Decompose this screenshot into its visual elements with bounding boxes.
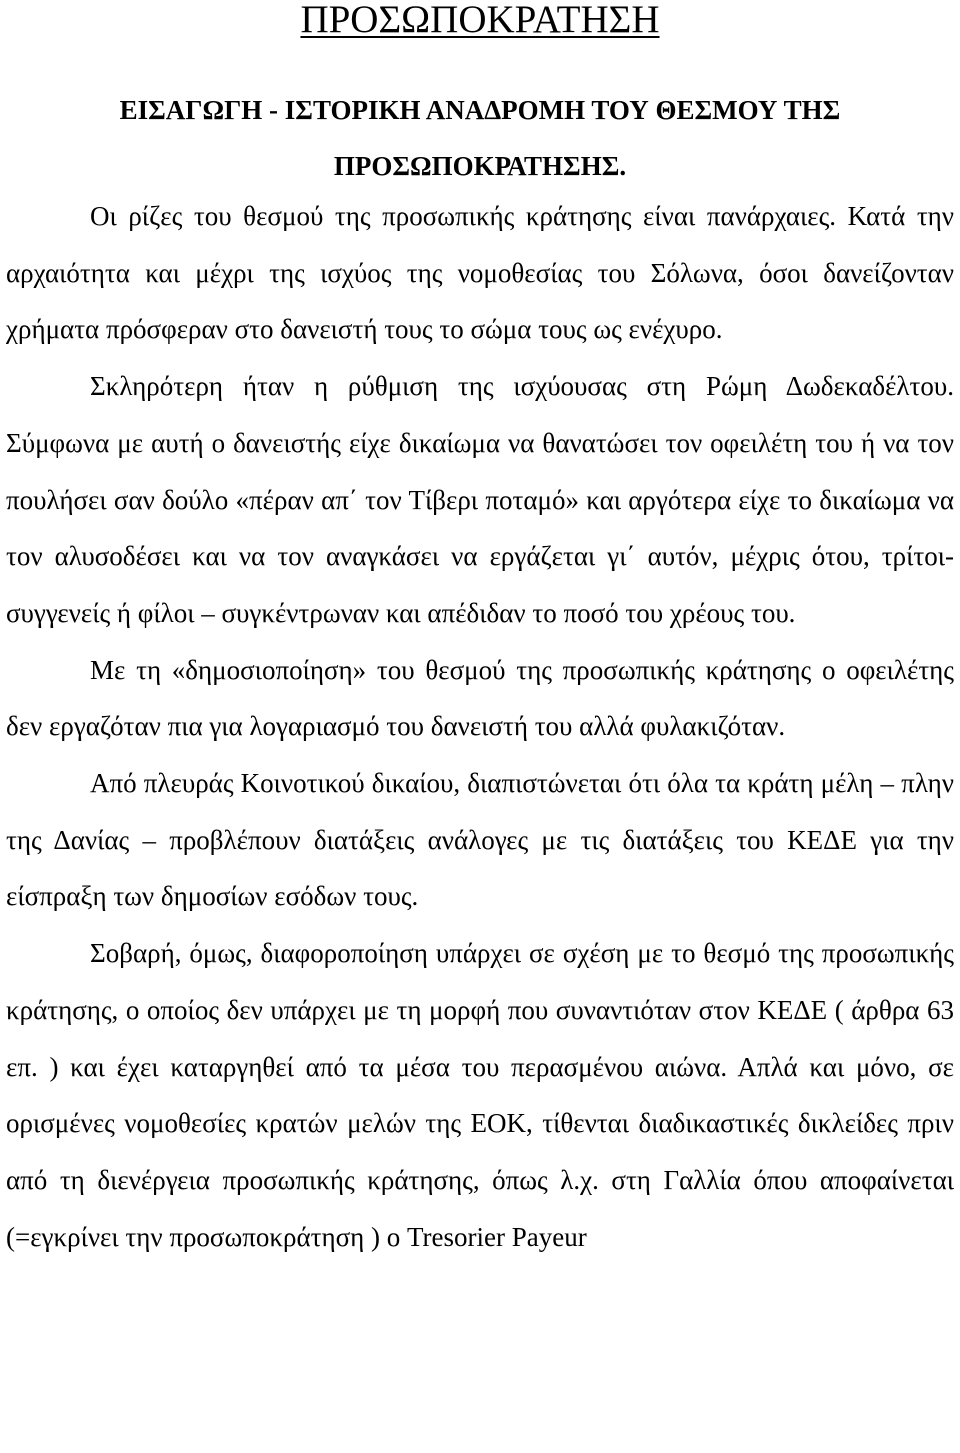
- section-heading: ΕΙΣΑΓΩΓΗ - ΙΣΤΟΡΙΚΗ ΑΝΑΔΡΟΜΗ ΤΟΥ ΘΕΣΜΟΥ ΤΗΣ ΠΡΟΣΩΠΟΚΡΑΤΗΣΗΣ.: [119, 95, 841, 181]
- paragraph: Με τη «δημοσιοποίηση» του θεσμού της προσωπικής κράτησης ο οφειλέτης δεν εργαζόταν πια για λογαριασμό του δανειστή του αλλά φυλακιζόταν.: [6, 654, 954, 742]
- document-title: ΠΡΟΣΩΠΟΚΡΑΤΗΣΗ: [300, 0, 660, 41]
- paragraph: Οι ρίζες του θεσμού της προσωπικής κράτησης είναι πανάρχαιες. Κατά την αρχαιότητα και μέχρι της ισχύος της νομοθεσίας του Σόλωνα, όσοι δανείζονταν χρήματα πρόσφεραν στο δανειστή τους το σώμα τους ως ενέχυρο.: [6, 201, 954, 345]
- paragraph: Σκληρότερη ήταν η ρύθμιση της ισχύουσας στη Ρώμη Δωδεκαδέλτου. Σύμφωνα με αυτή ο δανειστής είχε δικαίωμα να θανατώσει τον οφειλέτη του ή να τον πουλήσει σαν δούλο «πέραν απ΄ τον Τίβερι ποταμό» και αργότερα είχε το δικαίωμα να τον αλυσοδέσει και να τον αναγκάσει να εργάζεται γι΄ αυτόν, μέχρις ότου, τρίτοι-συγγενείς ή φίλοι – συγκέντρωναν και απέδιδαν το ποσό του χρέους του.: [6, 371, 954, 628]
- paragraph: Από πλευράς Κοινοτικού δικαίου, διαπιστώνεται ότι όλα τα κράτη μέλη – πλην της Δανίας – προβλέπουν διατάξεις ανάλογες με τις διατάξεις του ΚΕΔΕ για την είσπραξη των δημοσίων εσόδων τους.: [6, 768, 954, 912]
- document-page: [6, 0, 954, 1265]
- paragraph: Σοβαρή, όμως, διαφοροποίηση υπάρχει σε σχέση με το θεσμό της προσωπικής κράτησης, ο οποίος δεν υπάρχει με τη μορφή που συναντιόταν στον ΚΕΔΕ ( άρθρα 63 επ. ) και έχει καταργηθεί από τα μέσα του περασμένου αιώνα. Απλά και μόνο, σε ορισμένες νομοθεσίες κρατών μελών της ΕΟΚ, τίθενται διαδικαστικές δικλείδες πριν από τη διενέργεια προσωπικής κράτησης, όπως λ.χ. στη Γαλλία όπου αποφαίνεται (=εγκρίνει την προσωποκράτηση ) ο Tresorier Payeur: [6, 938, 954, 1252]
